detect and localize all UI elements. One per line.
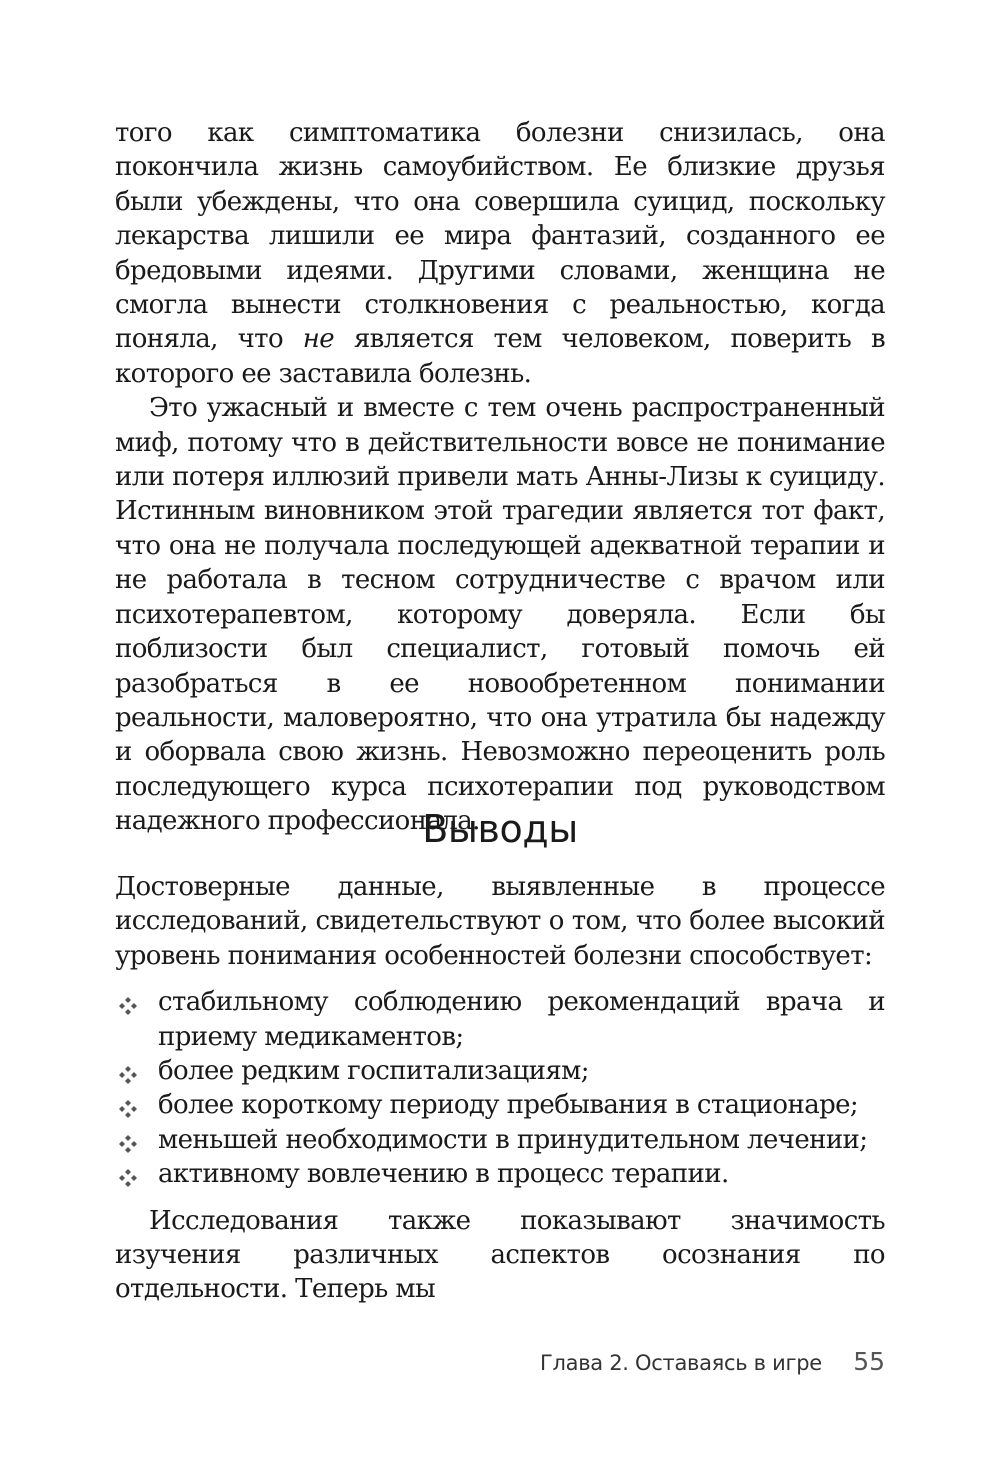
four-diamond-bullet-icon — [117, 1098, 139, 1120]
page-footer — [540, 1347, 885, 1381]
list-item-text: более короткому периоду пребывания в стационаре; — [158, 1090, 859, 1121]
list-item — [115, 1123, 885, 1157]
page-number: 55 — [853, 1347, 885, 1376]
list-item-text: стабильному соблюдению рекомендаций врача и приему медикаментов; — [158, 987, 885, 1052]
list-item-text: более редким госпитализациям; — [158, 1056, 589, 1087]
four-diamond-bullet-icon — [117, 1167, 139, 1189]
text-block-conclusions — [115, 870, 885, 1307]
paragraph-myth: Это ужасный и вместе с тем очень распространенный миф, потому что в действительности вовсе не понимание или потеря иллюзий привели мать Анны-Лизы к суициду. Истинным виновником этой трагедии является тот факт, что она не получала последующей адекватной терапии и не работала в тесном сотрудничестве с врачом или психотерапевтом, которому доверяла. Если бы поблизости был специалист, готовый помочь ей разобраться в ее новообретенном понимании реальности, маловероятно, что она утратила бы надежду и оборвала свою жизнь. Невозможно переоценить роль последующего курса психотерапии под руководством надежного профессионала. — [115, 393, 885, 837]
list-item-text: активному вовлечению в процесс терапии. — [158, 1159, 729, 1190]
paragraph-part: является тем человеком, поверить в которого ее заставила болезнь. — [115, 324, 885, 389]
paragraph-closing: Исследования также показывают значимость изучения различных аспектов осознания по отдельности. Теперь мы — [115, 1205, 885, 1305]
list-item — [115, 1157, 885, 1191]
list-item-text: меньшей необходимости в принудительном лечении; — [158, 1124, 868, 1155]
section-heading: Выводы — [422, 807, 578, 851]
four-diamond-bullet-icon — [117, 1133, 139, 1155]
running-head: Глава 2. Оставаясь в игре — [540, 1351, 822, 1375]
four-diamond-bullet-icon — [117, 995, 139, 1017]
list-item — [115, 985, 885, 1054]
emphasis-word: не — [302, 324, 335, 355]
paragraph-continued — [115, 116, 885, 391]
paragraph-intro: Достоверные данные, выявленные в процессе исследований, свидетельствуют о том, что более высокий уровень понимания особенностей болезни способствует: — [115, 872, 885, 971]
four-diamond-bullet-icon — [117, 1064, 139, 1086]
text-block-top — [115, 116, 885, 839]
list-item — [115, 1054, 885, 1088]
bullet-list — [115, 985, 885, 1191]
paragraph-part: того как симптоматика болезни снизилась, она покончила жизнь самоубийством. Ее близкие друзья были убеждены, что она совершила суицид, поскольку лекарства лишили ее мира фантазий, созданного ее бредовыми идеями. Другими словами, женщина не смогла вынести столкновения с реальностью, когда поняла, что — [115, 118, 885, 355]
list-item — [115, 1088, 885, 1122]
